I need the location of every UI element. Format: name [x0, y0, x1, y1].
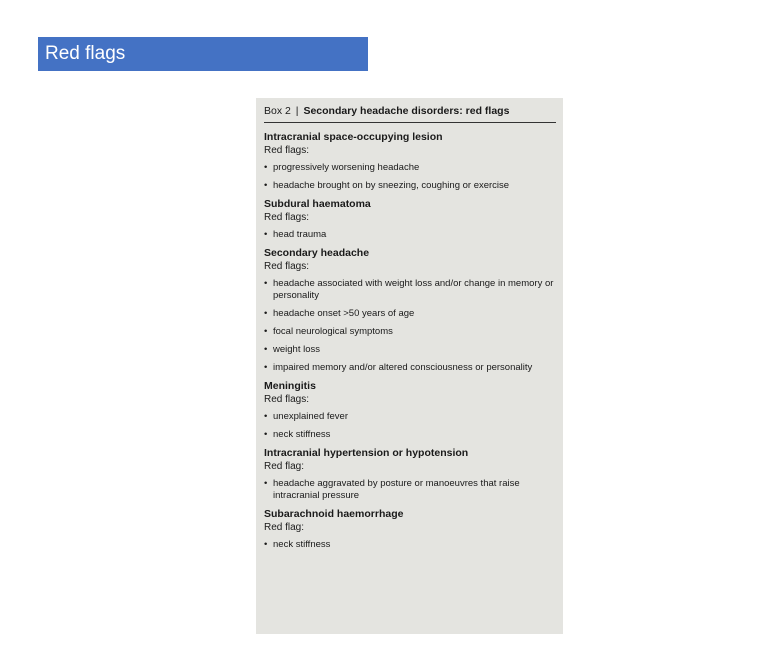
bullet-icon: • — [264, 429, 268, 440]
section-meningitis — [264, 380, 556, 441]
box-number: Box 2 — [264, 105, 291, 117]
section-title: Subarachnoid haemorrhage — [264, 508, 404, 520]
section-label: Red flags: — [264, 212, 310, 223]
red-flags-box — [256, 98, 563, 634]
section-label: Red flag: — [264, 522, 305, 533]
list-item: • headache brought on by sneezing, coughing or exercise — [264, 180, 510, 191]
section-label: Red flags: — [264, 145, 310, 156]
section-intracranial-lesion — [264, 131, 556, 192]
bullet-icon: • — [264, 229, 268, 240]
bullet-icon: • — [264, 308, 268, 319]
section-title: Intracranial hypertension or hypotension — [264, 447, 469, 459]
section-secondary-headache — [264, 247, 556, 374]
list-item: • impaired memory and/or altered consciousness or personality — [264, 362, 533, 373]
section-title: Secondary headache — [264, 247, 370, 259]
box-separator: | — [295, 105, 299, 117]
section-title: Intracranial space-occupying lesion — [264, 131, 443, 143]
list-item: • weight loss — [264, 344, 320, 355]
section-title: Subdural haematoma — [264, 198, 371, 210]
bullet-icon: • — [264, 278, 268, 289]
bullet-icon: • — [264, 180, 268, 191]
list-item: • headache associated with weight loss and/or change in memory or personality — [264, 278, 554, 301]
section-label: Red flag: — [264, 461, 305, 472]
section-label: Red flags: — [264, 261, 310, 272]
list-item: • headache onset >50 years of age — [264, 308, 415, 319]
box-header — [264, 104, 556, 123]
bullet-icon: • — [264, 539, 268, 550]
section-title: Meningitis — [264, 380, 316, 392]
section-subarachnoid-haemorrhage — [264, 508, 556, 551]
list-item: • neck stiffness — [264, 429, 331, 440]
section-intracranial-pressure — [264, 447, 556, 502]
list-item: • unexplained fever — [264, 411, 348, 422]
slide-title: Red flags — [38, 37, 368, 71]
bullet-icon: • — [264, 478, 268, 489]
list-item: • progressively worsening headache — [264, 162, 420, 173]
bullet-icon: • — [264, 411, 268, 422]
section-subdural-haematoma — [264, 198, 556, 241]
bullet-icon: • — [264, 326, 268, 337]
list-item: • focal neurological symptoms — [264, 326, 393, 337]
list-item: • neck stiffness — [264, 539, 331, 550]
list-item: • head trauma — [264, 229, 327, 240]
list-item: • headache aggravated by posture or manoeuvres that raise intracranial pressure — [264, 478, 520, 501]
bullet-icon: • — [264, 162, 268, 173]
bullet-icon: • — [264, 344, 268, 355]
bullet-icon: • — [264, 362, 268, 373]
box-title: Secondary headache disorders: red flags — [303, 105, 510, 117]
section-label: Red flags: — [264, 394, 310, 405]
